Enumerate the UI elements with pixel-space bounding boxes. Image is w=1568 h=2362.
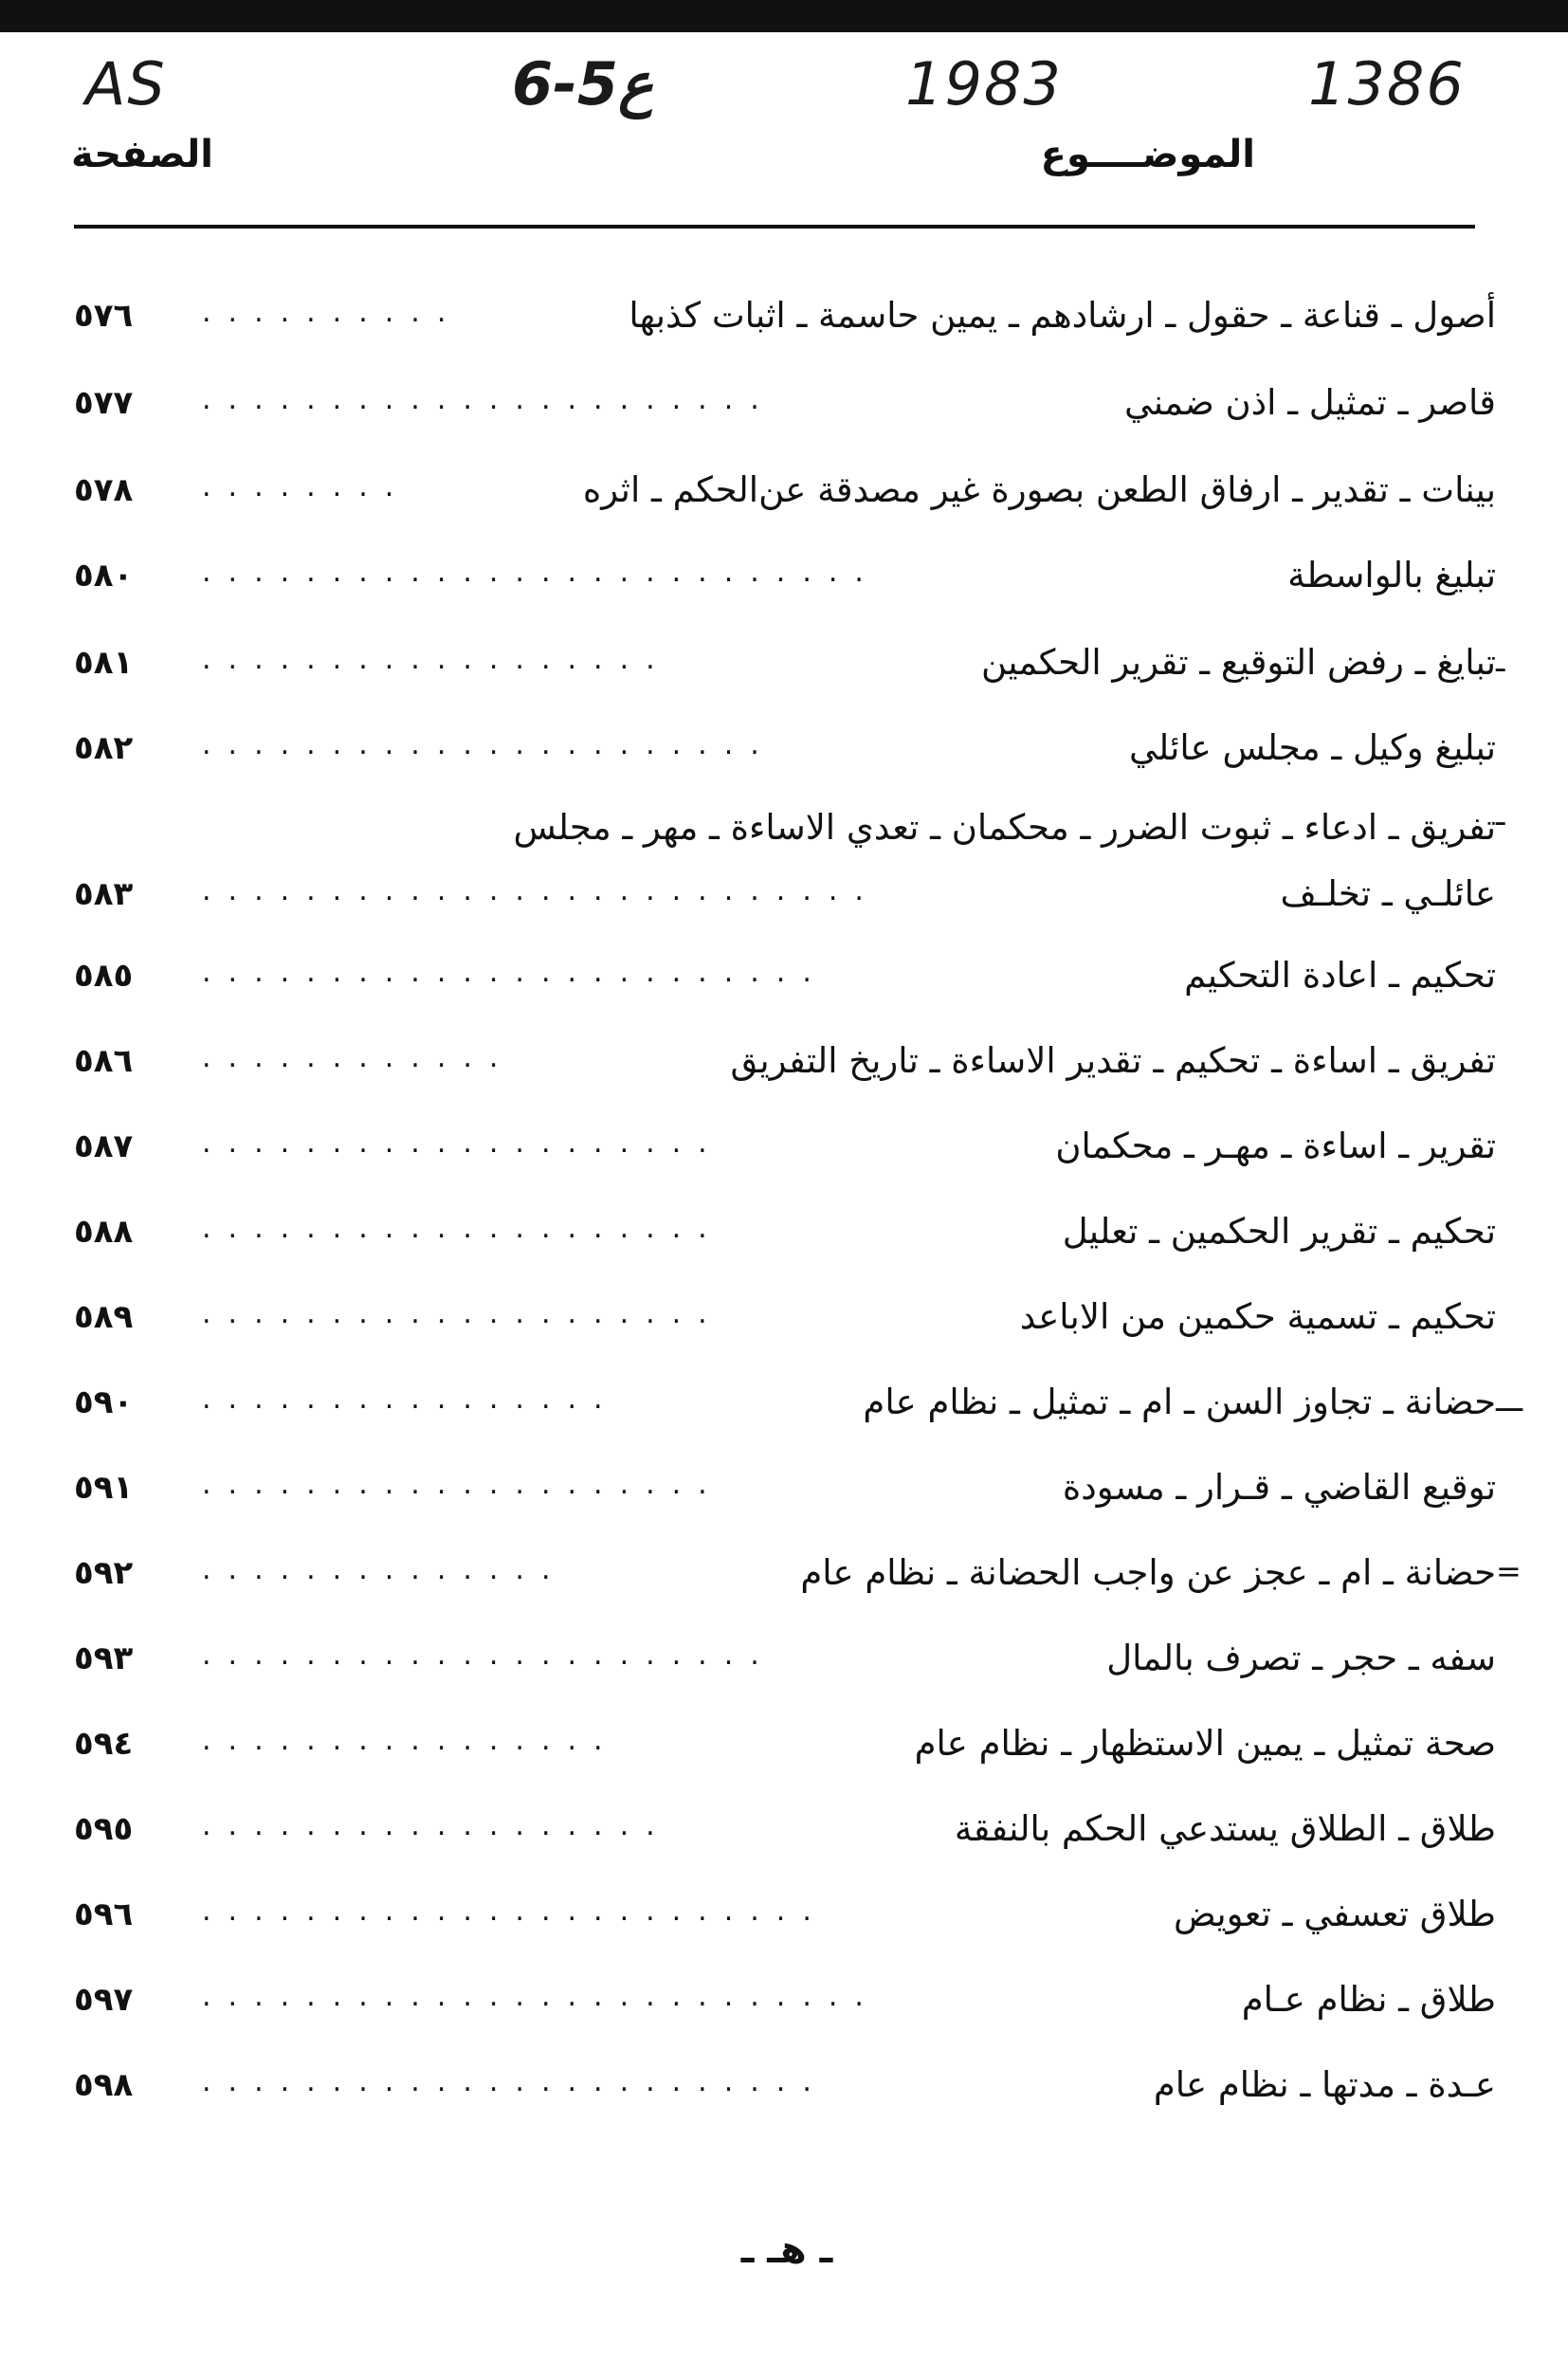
toc-page-number: ٥٩٦ <box>74 1895 134 1933</box>
dot-leader: .................... <box>202 1468 724 1501</box>
toc-entry <box>74 796 1505 929</box>
toc-entry-text: تحكيم ـ تقرير الحكمين ـ تعليل <box>1062 1211 1496 1252</box>
toc-entry <box>74 1456 1496 1519</box>
margin-mark: = <box>1496 1553 1522 1589</box>
dot-leader: ........................ <box>202 1895 829 1928</box>
dot-leader: .................. <box>202 1809 672 1842</box>
handwritten-note-1: AS <box>85 49 167 119</box>
toc-entry-text: طلاق ـ الطلاق يستدعي الحكم بالنفقة <box>954 1808 1496 1849</box>
toc-entry <box>74 1968 1496 2031</box>
toc-entry-text: طلاق ـ نظام عـام <box>1241 1979 1496 2020</box>
dot-leader: .............. <box>202 1553 568 1586</box>
toc-entry-text: تبليغ وكيل ـ مجلس عائلي <box>1129 727 1496 768</box>
toc-entry-text: سفه ـ حجر ـ تصرف بالمال <box>1106 1638 1496 1678</box>
dot-leader: ................ <box>202 1382 620 1416</box>
dot-leader: ...................... <box>202 1639 776 1672</box>
toc-entry <box>74 944 1496 1007</box>
dot-leader: .......... <box>202 296 464 329</box>
toc-entry-text: تحكيم ـ اعادة التحكيم <box>1184 955 1496 996</box>
toc-page-number: ٥٨٠ <box>74 557 134 595</box>
toc-entry-text: تقرير ـ اساءة ـ مهـر ـ محكمان <box>1055 1126 1496 1166</box>
margin-mark: ـــ <box>1496 1382 1523 1419</box>
toc-page-number: ٥٩٤ <box>74 1725 134 1763</box>
toc-page-number: ٥٨٢ <box>74 729 134 767</box>
toc-page-number: ٥٧٨ <box>74 471 134 509</box>
toc-page-number: ٥٨٦ <box>74 1042 134 1080</box>
toc-entry-text: عـدة ـ مدتها ـ نظام عام <box>1153 2064 1496 2105</box>
toc-entry-text: أصول ـ قناعة ـ حقول ـ ارشادهم ـ يمين حاسمة ـ اثبات كذبها <box>629 295 1496 336</box>
toc-entry-text: تبليغ بالواسطة <box>1287 555 1496 595</box>
toc-entry-text: قاصر ـ تمثيل ـ اذن ضمني <box>1123 382 1496 423</box>
toc-entry-text: حضانة ـ تجاوز السن ـ ام ـ تمثيل ـ نظام عام <box>863 1382 1496 1422</box>
toc-entry <box>74 1371 1523 1434</box>
dot-leader: .......................... <box>202 874 881 907</box>
toc-page-number: ٥٩٨ <box>74 2066 134 2104</box>
toc-entry <box>74 2054 1496 2116</box>
toc-entry <box>74 1286 1496 1348</box>
toc-entry-text: تفريق ـ اساءة ـ تحكيم ـ تقدير الاساءة ـ تاريخ التفريق <box>730 1040 1496 1081</box>
dot-leader: .................... <box>202 1126 724 1160</box>
toc-entry <box>74 1115 1496 1178</box>
dot-leader: ............ <box>202 1041 516 1074</box>
toc-page-number: ٥٩٧ <box>74 1981 134 2019</box>
dot-leader: .................... <box>202 1212 724 1245</box>
dot-leader: .................... <box>202 1297 724 1330</box>
toc-entry <box>74 632 1505 694</box>
toc-page-number: ٥٧٦ <box>74 297 134 335</box>
toc-entry-text: حضانة ـ ام ـ عجز عن واجب الحضانة ـ نظام عام <box>800 1552 1496 1593</box>
dot-leader: ...................... <box>202 728 776 761</box>
margin-mark: ـ <box>1496 643 1505 679</box>
toc-entry <box>74 1627 1496 1690</box>
toc-page-number: ٥٨١ <box>74 644 134 682</box>
toc-entry-text: تبايغ ـ رفض التوقيع ـ تقرير الحكمين <box>981 642 1496 683</box>
handwritten-note-4: 1386 <box>1308 49 1466 119</box>
toc-page-number: ٥٨٧ <box>74 1127 134 1165</box>
dot-leader: .......................... <box>202 1980 881 2013</box>
toc-page-number: ٥٨٩ <box>74 1298 134 1336</box>
handwritten-note-3: 1983 <box>905 49 1063 119</box>
toc-page-number: ٥٨٨ <box>74 1213 134 1251</box>
page-marker: ـ هـ ـ <box>740 2228 833 2272</box>
toc-page-number: ٥٧٧ <box>74 384 134 422</box>
toc-page-number: ٥٩٢ <box>74 1554 134 1592</box>
dot-leader: .......................... <box>202 556 881 589</box>
margin-mark: ـ <box>1496 796 1505 833</box>
dot-leader: ........ <box>202 470 411 504</box>
toc-entry <box>74 1200 1496 1263</box>
toc-entry-text: طلاق تعسفي ـ تعويض <box>1174 1894 1496 1934</box>
toc-entry-text: توقيع القاضي ـ قـرار ـ مسودة <box>1062 1467 1496 1508</box>
toc-entry <box>74 717 1496 779</box>
toc-entry <box>74 1712 1496 1775</box>
handwritten-note-2: 6-5ع <box>512 49 654 119</box>
topic-column-header: الموضــــوع <box>1040 133 1255 176</box>
page-column-header: الصفحة <box>71 133 214 176</box>
toc-entry <box>74 284 1496 347</box>
toc-entry-text: بينات ـ تقدير ـ ارفاق الطعن بصورة غير مصدقة عن‌الحكم ـ اثره <box>582 469 1496 510</box>
toc-entry-text-line1: تفريق ـ ادعاء ـ ثبوت الضرر ـ محكمان ـ تعدي الاساءة ـ مهر ـ مجلس <box>513 807 1496 848</box>
toc-page-number: ٥٩١ <box>74 1469 134 1507</box>
toc-entry <box>74 1883 1496 1946</box>
toc-entry <box>74 544 1496 607</box>
dot-leader: ...................... <box>202 383 776 416</box>
toc-entry <box>74 372 1496 434</box>
toc-page-number: ٥٨٣ <box>74 875 134 913</box>
toc-entry-text: تحكيم ـ تسمية حكمين من الاباعد <box>1019 1296 1496 1337</box>
toc-entry-text: صحة تمثيل ـ يمين الاستظهار ـ نظام عام <box>914 1723 1496 1764</box>
toc-page-number: ٥٩٣ <box>74 1639 134 1677</box>
toc-entry <box>74 1798 1496 1860</box>
toc-entry <box>74 1542 1522 1604</box>
dot-leader: .................. <box>202 643 672 676</box>
toc-entry-text: عائلـي ـ تخلـف <box>1280 873 1496 914</box>
toc-entry <box>74 1030 1496 1092</box>
dot-leader: ................ <box>202 1724 620 1757</box>
toc-entry <box>74 459 1496 522</box>
toc-page-number: ٥٨٥ <box>74 957 134 995</box>
dot-leader: ........................ <box>202 2065 829 2098</box>
dot-leader: ........................ <box>202 956 829 989</box>
toc-page-number: ٥٩٥ <box>74 1810 134 1848</box>
toc-page-number: ٥٩٠ <box>74 1383 134 1421</box>
